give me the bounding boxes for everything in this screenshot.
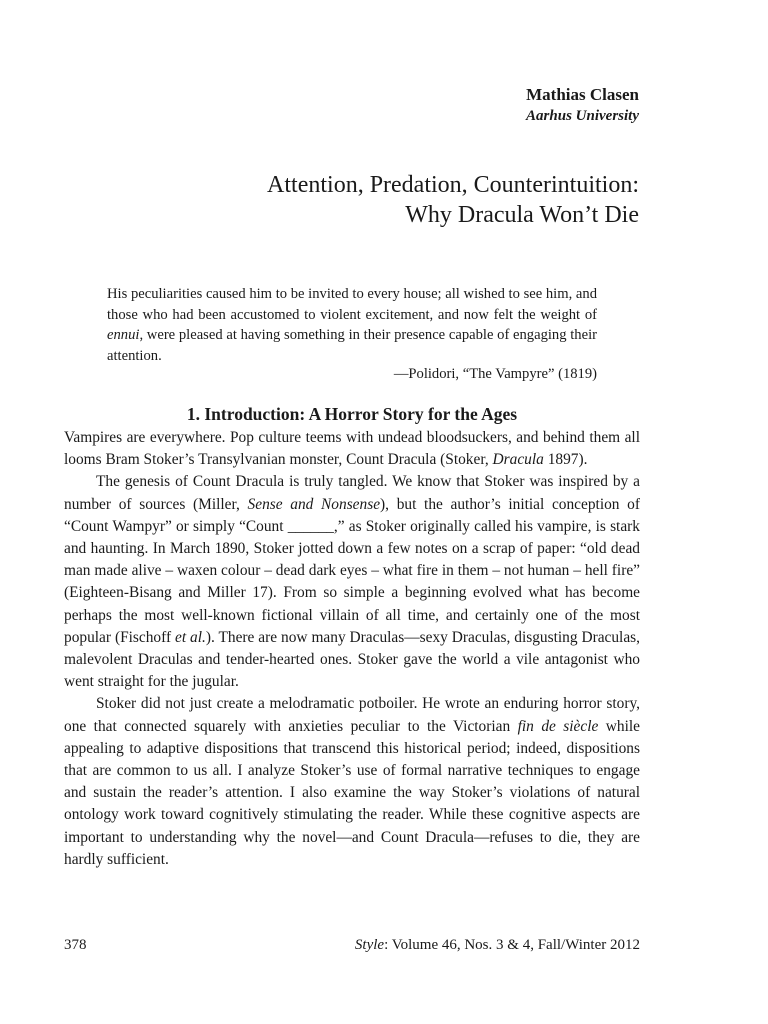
paragraph-3 (64, 693, 640, 871)
section-heading: 1. Introduction: A Horror Story for the Ages (186, 404, 518, 424)
epigraph-text-end: , were pleased at having something in their presence capable of engaging their attention. (107, 327, 597, 364)
page-number: 378 (64, 937, 87, 953)
paragraph-2-text: The genesis of Count Dracula is truly tangled. We know that Stoker was inspired by a number of sources (Miller, (64, 473, 640, 513)
paragraph-3-text-end: while appealing to adaptive dispositions that transcend this historical period; indeed, dispositions that are common to us all. I analyze Stoker’s use of formal narrative techniques to engage and sustain the reader’s attention. I also examine the way Stoker’s violations of natural ontology work toward cognitively stimulating the reader. While these cognitive aspects are important to understanding why the novel—and Count Dracula—refuses to die, they are hardly sufficient. (64, 717, 640, 868)
paragraph-1-text: Vampires are everywhere. Pop culture teems with undead bloodsuckers, and behind them all looms Bram Stoker’s Transylvanian monster, Count Dracula (Stoker, (64, 429, 640, 469)
epigraph-text-start: His peculiarities caused him to be invited to every house; all wished to see him, and those who had been accustomed to violent excitement, and now felt the weight of (107, 286, 597, 323)
journal-issue: : Volume 46, Nos. 3 & 4, Fall/Winter 2012 (384, 937, 640, 953)
paragraph-1 (64, 427, 640, 471)
paragraph-3-italic: fin de siècle (517, 717, 599, 735)
title-line-1: Attention, Predation, Counterintuition: (267, 172, 639, 198)
paragraph-2-text-middle: ), but the author’s initial conception of “Count Wampyr” or simply “Count ______,” as Stoker originally called his vampire, is stark and haunting. In March 1890, Stoker jotted down a few notes on a scrap of paper: “old dead man made alive – waxen colour – dead dark eyes – what fire in them – not human – hell fire” (Eighteen-Bisang and Miller 17). From so simple a beginning evolved what has become perhaps the most well-known fictional villain of all time, and certainly one of the most popular (Fischoff (64, 495, 640, 646)
epigraph-attribution: —Polidori, “The Vampyre” (1819) (393, 366, 597, 382)
paragraph-2-italic-title: Sense and Nonsense (247, 495, 381, 513)
paragraph-1-text-end: 1897). (543, 451, 588, 469)
author-block (526, 84, 639, 126)
article-title (267, 170, 639, 230)
paragraph-3-text: Stoker did not just create a melodramatic potboiler. He wrote an enduring horror story, one that connected squarely with anxieties peculiar to the Victorian (64, 695, 640, 735)
author-affiliation: Aarhus University (526, 108, 639, 124)
author-name: Mathias Clasen (526, 85, 639, 104)
paragraph-1-italic: Dracula (492, 451, 544, 469)
paragraph-2-italic-etal: et al. (175, 628, 206, 646)
body-text (64, 427, 640, 871)
paragraph-2-text-end: ). There are now many Draculas—sexy Draculas, disgusting Draculas, malevolent Draculas and tender-hearted ones. Stoker gave the world a vile antagonist who went straight for the jugular. (64, 628, 640, 691)
journal-citation (355, 935, 640, 955)
epigraph-italic-word: ennui (107, 327, 140, 343)
title-line-2: Why Dracula Won’t Die (405, 202, 639, 228)
epigraph-quote (107, 284, 597, 366)
journal-name: Style (354, 937, 385, 953)
paragraph-2 (64, 471, 640, 693)
